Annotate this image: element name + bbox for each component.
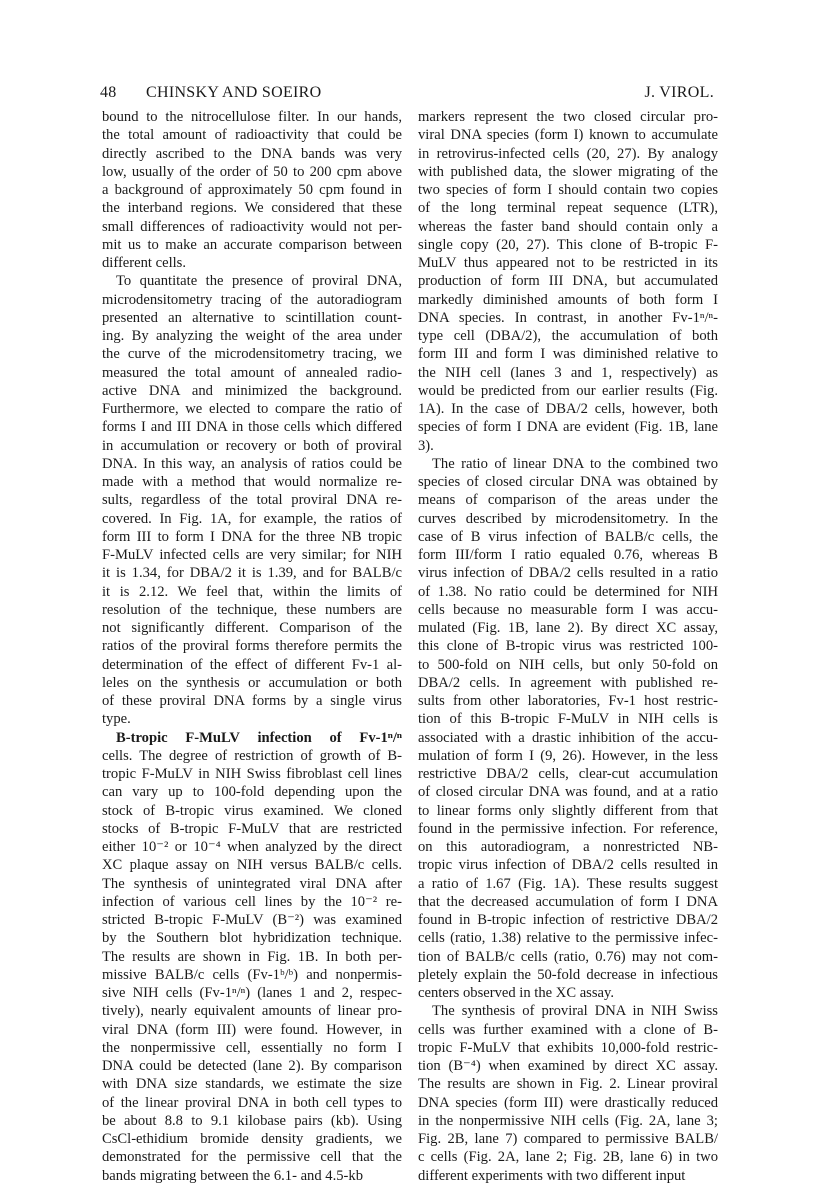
text-line: missive BALB/c cells (Fv-1ᵇ/ᵇ) and nonpermis- <box>102 966 402 983</box>
text-line: pletely explain the 50-fold decrease in infectious <box>418 966 718 983</box>
text-line: a ratio of 1.67 (Fig. 1A). These results suggest <box>418 875 718 892</box>
text-line: low, usually of the order of 50 to 200 cpm above <box>102 163 402 180</box>
text-line: restrictive DBA/2 cells, clear-cut accumulation <box>418 766 718 782</box>
text-line: single copy (20, 27). This clone of B-tropic F- <box>418 236 718 253</box>
text-line: made with a method that would normalize re- <box>102 474 402 490</box>
text-line: case of B virus infection of BALB/c cells, the <box>418 528 718 545</box>
text-line: it is 2.12. We feel that, within the limits of <box>102 583 402 600</box>
left-column <box>102 108 402 1185</box>
text-line: DNA. In this way, an analysis of ratios could be <box>102 455 402 472</box>
text-line: ing. By analyzing the weight of the area under <box>102 328 402 344</box>
text-line: whereas the faster band should contain only a <box>418 218 718 235</box>
text-line: 3). <box>418 437 434 454</box>
text-line: The synthesis of proviral DNA in NIH Swiss <box>432 1003 718 1020</box>
text-line: viral DNA (form III) were found. However, in <box>102 1021 402 1038</box>
text-line: on this autoradiogram, a nonrestricted NB- <box>418 839 718 855</box>
text-line: with DNA size standards, we estimate the size <box>102 1076 402 1093</box>
text-line: form III/form I ratio equaled 0.76, whereas B <box>418 547 718 563</box>
text-line: microdensitometry tracing of the autoradiogram <box>102 291 402 308</box>
text-line: type cell (DBA/2), the accumulation of both <box>418 328 718 344</box>
text-line: type. <box>102 711 131 728</box>
text-line: that the decreased accumulation of form I DNA <box>418 893 718 910</box>
text-line: cells. The degree of restriction of growth of B- <box>102 747 402 764</box>
text-line: sults from other laboratories, Fv-1 host restric- <box>418 693 718 709</box>
text-line: presented an alternative to scintillation count- <box>102 309 402 326</box>
text-line: DNA species. In contrast, in another Fv-1ⁿ/ⁿ- <box>418 309 718 326</box>
text-line: in retrovirus-infected cells (20, 27). By analogy <box>418 145 718 162</box>
journal-name: J. VIROL. <box>644 84 714 101</box>
text-line: MuLV thus appeared not to be restricted in its <box>418 255 718 271</box>
text-line: this clone of B-tropic virus was restricted 100- <box>418 638 718 655</box>
text-line: measured the total amount of annealed radio- <box>102 364 402 381</box>
text-line: to 500-fold on NIH cells, but only 50-fold on <box>418 656 718 673</box>
paragraph <box>418 108 718 455</box>
right-column <box>418 108 718 1185</box>
text-line: leles on the synthesis or accumulation or both <box>102 674 402 691</box>
text-line: form III and form I was diminished relative to <box>418 346 718 363</box>
text-line: sults, regardless of the total proviral DNA re- <box>102 492 402 509</box>
text-line: different cells. <box>102 255 187 271</box>
paragraph <box>418 455 718 1003</box>
text-line: can vary up to 100-fold depending upon the <box>102 784 402 801</box>
text-line: would be predicted from our earlier results (Fig. <box>418 382 718 399</box>
text-line: the curve of the microdensitometry tracing, we <box>102 346 402 363</box>
text-line: it is 1.34, for DBA/2 it is 1.39, and for BALB/c <box>102 565 402 582</box>
text-line: XC plaque assay on NIH versus BALB/c cells. <box>102 857 402 874</box>
text-line: bands migrating between the 6.1- and 4.5-kb <box>102 1167 363 1184</box>
text-line: found in B-tropic infection of restrictive DBA/2 <box>418 912 718 928</box>
text-line: of these proviral DNA forms by a single virus <box>102 693 402 709</box>
paragraph <box>102 729 402 1185</box>
text-line: of the linear proviral DNA in both cell types to <box>102 1094 402 1111</box>
text-line: Fig. 2B, lane 7) compared to permissive BALB/ <box>418 1131 718 1147</box>
text-line: stricted B-tropic F-MuLV (B⁻²) was examined <box>102 912 402 928</box>
text-line: cells (ratio, 1.38) relative to the permissive infec- <box>418 930 718 947</box>
text-line: DNA could be detected (lane 2). By comparison <box>102 1058 402 1074</box>
running-header <box>100 84 714 108</box>
text-line: forms I and III DNA in those cells which differed <box>102 419 402 436</box>
text-line: species of closed circular DNA was obtained by <box>418 474 718 490</box>
text-line: the NIH cell (lanes 3 and 1, respectively) as <box>418 364 718 381</box>
text-line: associated with a drastic inhibition of the accu- <box>418 729 718 746</box>
text-line: The results are shown in Fig. 1B. In both per- <box>102 948 402 965</box>
text-line: centers observed in the XC assay. <box>418 985 615 1001</box>
text-line: two species of form I should contain two copies <box>418 182 718 198</box>
text-line: The synthesis of unintegrated viral DNA after <box>102 875 402 892</box>
text-line: tropic F-MuLV that exhibits 10,000-fold restric- <box>418 1039 718 1056</box>
text-line: active DNA and minimized the background. <box>102 382 402 399</box>
text-line: species of form I DNA are evident (Fig. 1B, lane <box>418 419 718 436</box>
text-line: the nonpermissive cell, essentially no form I <box>102 1039 402 1056</box>
text-line: different experiments with two different input <box>418 1167 686 1184</box>
text-line: c cells (Fig. 2A, lane 2; Fig. 2B, lane 6) in two <box>418 1149 718 1166</box>
text-line: tively), nearly equivalent amounts of linear pro- <box>102 1003 402 1020</box>
text-line: 1A). In the case of DBA/2 cells, however, both <box>418 401 718 417</box>
text-line: covered. In Fig. 1A, for example, the ratios of <box>102 510 402 527</box>
text-line: in accumulation or recovery or both of proviral <box>102 437 402 454</box>
text-line: markedly diminished amounts of both form I <box>418 291 718 308</box>
paragraph <box>418 1002 718 1185</box>
text-line: tion of this B-tropic F-MuLV in NIH cells is <box>418 711 718 728</box>
text-line: in the nonpermissive NIH cells (Fig. 2A, lane 3; <box>418 1112 718 1129</box>
text-line: either 10⁻² or 10⁻⁴ when analyzed by the direct <box>102 839 402 855</box>
text-line: ratios of the proviral forms therefore permits the <box>102 638 402 655</box>
text-line: tropic F-MuLV in NIH Swiss fibroblast cell lines <box>102 766 402 782</box>
text-line: tion (B⁻⁴) when examined by direct XC assay. <box>418 1058 718 1074</box>
text-line: means of comparison of the areas under the <box>418 492 718 509</box>
text-line: virus infection of DBA/2 cells resulted in a ratio <box>418 565 718 582</box>
text-line: form III to form I DNA for the three NB tropic <box>102 528 402 545</box>
text-line: be about 8.8 to 9.1 kilobase pairs (kb). Using <box>102 1112 402 1129</box>
text-line: The results are shown in Fig. 2. Linear proviral <box>418 1076 718 1093</box>
text-line: a background of approximately 50 cpm found in <box>102 182 402 198</box>
text-line: stocks of B-tropic F-MuLV that are restricted <box>102 820 402 837</box>
text-line: of the long terminal repeat sequence (LTR), <box>418 200 718 217</box>
text-line: of closed circular DNA was found, and at a ratio <box>418 784 718 801</box>
paragraph <box>102 272 402 728</box>
text-line: determination of the effect of different Fv-1 al- <box>102 656 402 673</box>
text-line: stock of B-tropic virus examined. We cloned <box>102 802 402 819</box>
text-line: production of form III DNA, but accumulated <box>418 273 718 290</box>
text-line: DBA/2 cells. In agreement with published re- <box>418 674 718 691</box>
text-line: the total amount of radioactivity that could be <box>102 127 402 144</box>
text-line: demonstrated for the permissive cell that the <box>102 1149 402 1166</box>
text-line: Furthermore, we elected to compare the ratio of <box>102 401 402 417</box>
text-line: found in the permissive infection. For reference, <box>418 820 718 837</box>
text-line: cells because no measurable form I was accu- <box>418 601 718 618</box>
text-line: mit us to make an accurate comparison between <box>102 236 402 253</box>
text-line: resolution of the technique, these numbers are <box>102 601 402 618</box>
text-line: sive NIH cells (Fv-1ⁿ/ⁿ) (lanes 1 and 2, respec- <box>102 985 402 1001</box>
section-heading: B-tropic F-MuLV infection of Fv-1ⁿ/ⁿ <box>116 729 402 746</box>
page-number: 48 <box>100 84 117 101</box>
text-line: with published data, the slower migrating of the <box>418 163 718 180</box>
text-line: The ratio of linear DNA to the combined two <box>432 455 718 472</box>
text-line: to linear forms only slightly different from that <box>418 802 718 819</box>
text-line: the interband regions. We considered that these <box>102 200 402 217</box>
text-line: cells was further examined with a clone of B- <box>418 1021 718 1038</box>
text-line: infection of various cell lines by the 10⁻² re- <box>102 893 402 910</box>
text-line: not significantly different. Comparison of the <box>102 620 402 636</box>
text-line: mulated (Fig. 1B, lane 2). By direct XC assay, <box>418 620 718 636</box>
text-line: by the Southern blot hybridization technique. <box>102 930 402 947</box>
text-line: of 1.38. No ratio could be determined for NIH <box>418 583 718 600</box>
text-line: small differences of radioactivity would not per- <box>102 218 402 235</box>
text-line: F-MuLV infected cells are very similar; for NIH <box>102 547 402 563</box>
text-line: To quantitate the presence of proviral DNA, <box>116 273 402 290</box>
text-line: viral DNA species (form I) known to accumulate <box>418 127 718 144</box>
text-line: bound to the nitrocellulose filter. In our hands, <box>102 109 402 125</box>
running-authors: CHINSKY AND SOEIRO <box>146 84 322 101</box>
text-line: curves described by microdensitometry. In the <box>418 510 718 527</box>
text-line: CsCl-ethidium bromide density gradients, we <box>102 1131 402 1147</box>
text-line: mulation of form I (9, 26). However, in the less <box>418 747 718 764</box>
text-line: directly ascribed to the DNA bands was very <box>102 145 402 162</box>
paragraph <box>102 108 402 272</box>
text-line: markers represent the two closed circular pro- <box>418 109 718 125</box>
text-line: tion of BALB/c cells (ratio, 0.76) may not com- <box>418 948 718 965</box>
text-line: tropic virus infection of DBA/2 cells resulted in <box>418 857 718 874</box>
text-line: DNA species (form III) were drastically reduced <box>418 1094 718 1111</box>
